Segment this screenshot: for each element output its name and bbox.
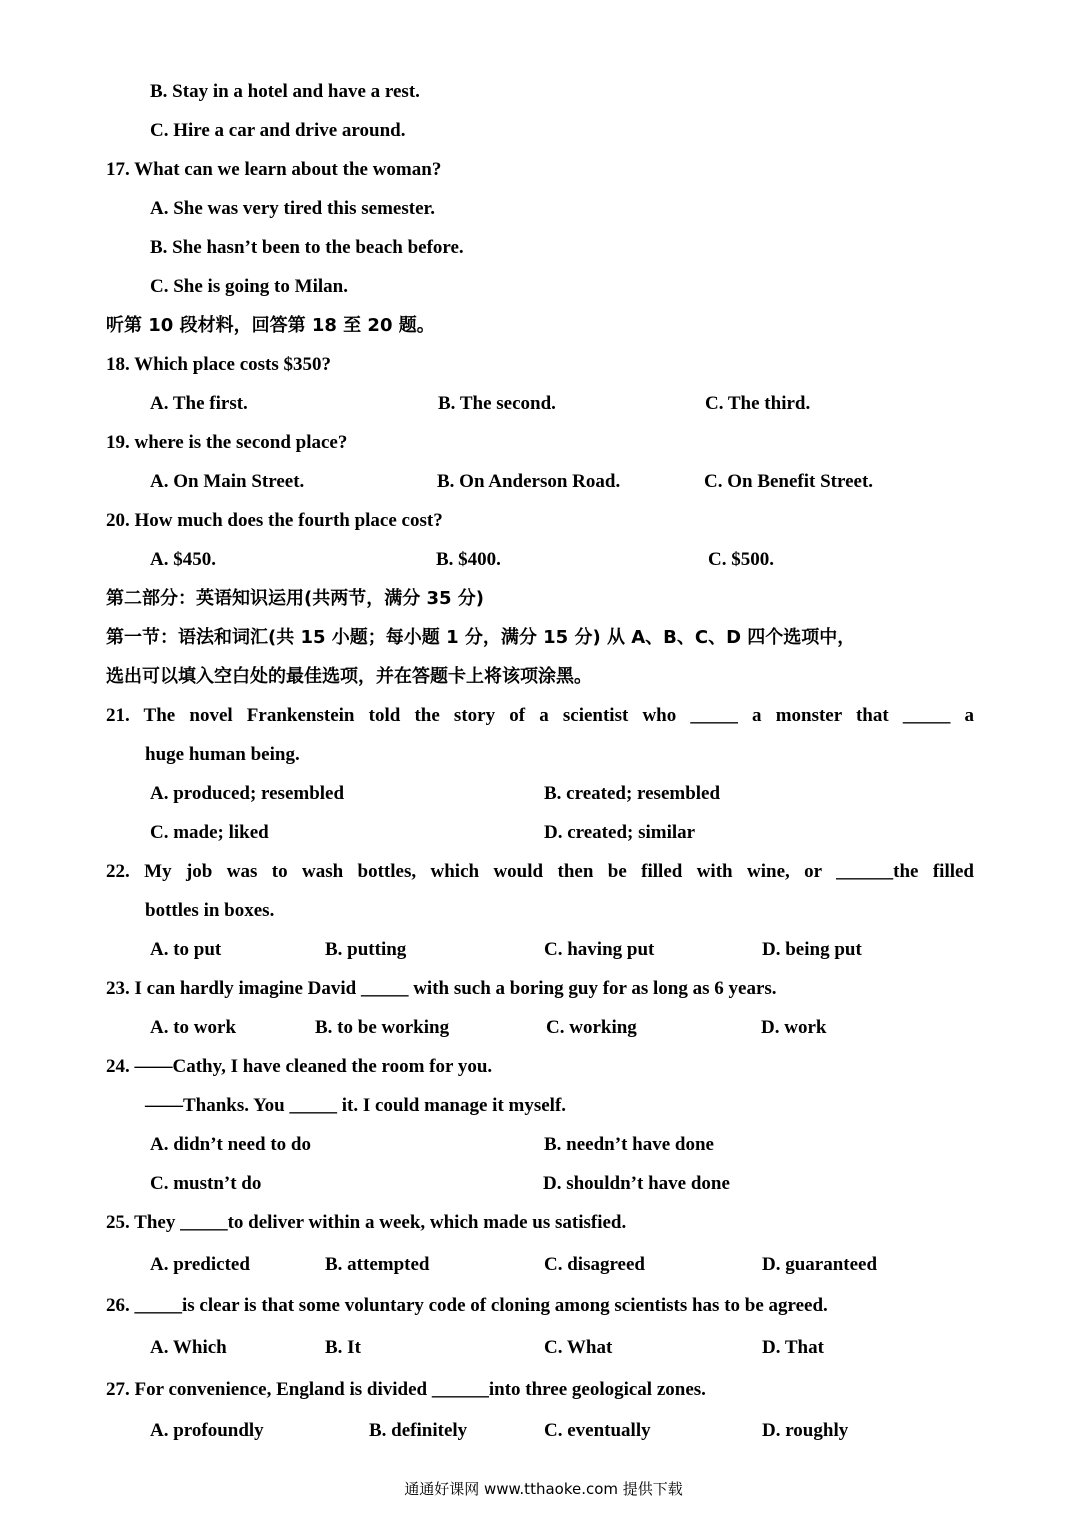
option-26a: A. Which xyxy=(150,1337,227,1358)
section-heading-material-10: 听第 10 段材料，回答第 18 至 20 题。 xyxy=(106,315,435,336)
option-16b: B. Stay in a hotel and have a rest. xyxy=(150,81,420,102)
question-22-continued: bottles in boxes. xyxy=(145,900,275,921)
option-23c: C. working xyxy=(546,1017,637,1038)
option-19a: A. On Main Street. xyxy=(150,471,305,492)
section-one-instruction: 选出可以填入空白处的最佳选项，并在答题卡上将该项涂黑。 xyxy=(106,666,592,687)
option-27a: A. profoundly xyxy=(150,1420,264,1441)
option-24b: B. needn’t have done xyxy=(544,1134,714,1155)
option-20a: A. $450. xyxy=(150,549,216,570)
option-26c: C. What xyxy=(544,1337,613,1358)
option-22c: C. having put xyxy=(544,939,655,960)
question-17: 17. What can we learn about the woman? xyxy=(106,159,442,180)
option-21d: D. created; similar xyxy=(544,822,696,843)
question-20: 20. How much does the fourth place cost? xyxy=(106,510,443,531)
option-24c: C. mustn’t do xyxy=(150,1173,262,1194)
section-one-heading: 第一节：语法和词汇(共 15 小题；每小题 1 分，满分 15 分) 从 A、B、C、D 四个选项中， xyxy=(106,627,856,648)
option-21c: C. made; liked xyxy=(150,822,269,843)
option-25c: C. disagreed xyxy=(544,1254,645,1275)
option-27b: B. definitely xyxy=(369,1420,468,1441)
question-19: 19. where is the second place? xyxy=(106,432,348,453)
option-19c: C. On Benefit Street. xyxy=(704,471,874,492)
question-24: 24. ——Cathy, I have cleaned the room for you. xyxy=(106,1056,493,1077)
option-23b: B. to be working xyxy=(315,1017,450,1038)
question-23: 23. I can hardly imagine David _____ with such a boring guy for as long as 6 years. xyxy=(106,978,777,999)
question-21: 21. The novel Frankenstein told the story of a scientist who _____ a monster that _____ a xyxy=(106,705,974,726)
question-22: 22. My job was to wash bottles, which would then be filled with wine, or ______the filled xyxy=(106,861,974,882)
option-25b: B. attempted xyxy=(325,1254,430,1275)
option-23a: A. to work xyxy=(150,1017,237,1038)
option-17c: C. She is going to Milan. xyxy=(150,276,348,297)
option-18a: A. The first. xyxy=(150,393,248,414)
question-18: 18. Which place costs $350? xyxy=(106,354,332,375)
option-25a: A. predicted xyxy=(150,1254,250,1275)
option-22d: D. being put xyxy=(762,939,862,960)
option-19b: B. On Anderson Road. xyxy=(437,471,621,492)
option-26b: B. It xyxy=(325,1337,361,1358)
question-25: 25. They _____to deliver within a week, which made us satisfied. xyxy=(106,1212,627,1233)
option-17a: A. She was very tired this semester. xyxy=(150,198,435,219)
question-27: 27. For convenience, England is divided ______into three geological zones. xyxy=(106,1379,706,1400)
question-24-reply: ——Thanks. You _____ it. I could manage it myself. xyxy=(145,1095,567,1116)
option-22a: A. to put xyxy=(150,939,222,960)
option-21a: A. produced; resembled xyxy=(150,783,345,804)
question-21-continued: huge human being. xyxy=(145,744,300,765)
option-26d: D. That xyxy=(762,1337,824,1358)
option-23d: D. work xyxy=(761,1017,827,1038)
part-two-heading: 第二部分：英语知识运用(共两节，满分 35 分) xyxy=(106,588,485,609)
option-20b: B. $400. xyxy=(436,549,501,570)
option-24a: A. didn’t need to do xyxy=(150,1134,311,1155)
option-24d: D. shouldn’t have done xyxy=(543,1173,730,1194)
option-18c: C. The third. xyxy=(705,393,811,414)
option-17b: B. She hasn’t been to the beach before. xyxy=(150,237,464,258)
option-22b: B. putting xyxy=(325,939,407,960)
option-16c: C. Hire a car and drive around. xyxy=(150,120,406,141)
question-26: 26. _____is clear is that some voluntary code of cloning among scientists has to be agreed. xyxy=(106,1295,828,1316)
page-footer: 通通好课网 www.tthaoke.com 提供下载 xyxy=(404,1480,683,1498)
option-27d: D. roughly xyxy=(762,1420,849,1441)
option-21b: B. created; resembled xyxy=(544,783,721,804)
option-20c: C. $500. xyxy=(708,549,774,570)
option-18b: B. The second. xyxy=(438,393,556,414)
option-27c: C. eventually xyxy=(544,1420,651,1441)
option-25d: D. guaranteed xyxy=(762,1254,878,1275)
